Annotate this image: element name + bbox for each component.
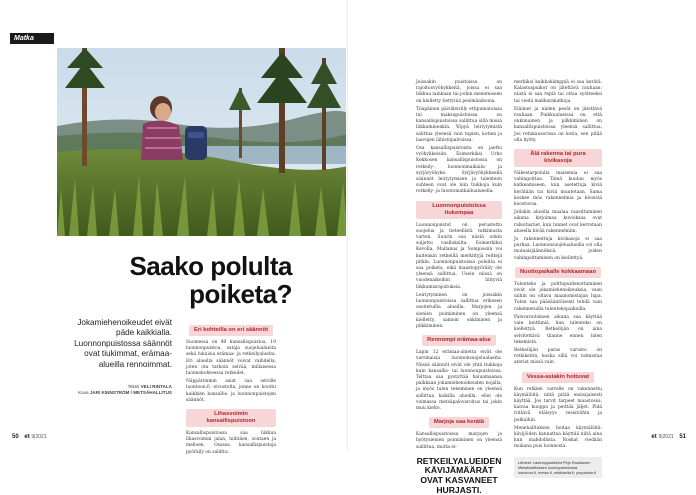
paragraph: merkiksi kaikkakämppiä ei saa kerätä. Kalastuspuikot on jätettävä rauhaan: niistä ei saa repiä tai ottaa syötteeksi tai viedä makkarakatkoja. — [514, 80, 602, 104]
subhead-rules: Eri kohteilla on eri säännöt — [189, 325, 273, 336]
paragraph: Lapin 12 erämaa-aluetta eivät ole varsinaisia luonnonsuojelualueita. Niissä säännöt eivät ole yhtä tiukkoja kuin kansallis- tai luonnonpuistoissa. Telttaa saa pystyttää haluamaansa paikkaan jokamiehenoikeuden nojalla, ja myös tulen tekeminen on yleensä sallittua kaikilla alueilla, ellei ole voimassa metsäpalovaroitus tai jokin muu kielto. — [416, 350, 502, 411]
subhead-berries: Marjoja saa kerätä — [429, 417, 489, 428]
left-folio — [12, 434, 47, 440]
hero-photo — [57, 48, 348, 236]
subhead-wilderness: Rennompi erämaa-alue — [422, 335, 496, 346]
photo-author: JARI KINNSTRÖM / METSÄHALLITUS — [89, 390, 172, 395]
subhead-toilets: Vessa-asiakin hoituvat — [522, 372, 594, 383]
subhead-campfire: Nuotiopaikalle kokkaamaan — [515, 267, 601, 278]
paragraph: Luonnonpuistot on perustettu suojelua ja tieteellistä tutkimusta varten. Suurin osa niistä onkin suljettu vaelluksilta. Esimerkiksi Kevolla, Mallanus ja Sompiosiin voi kuitenkin retkeillä merkittyjä reittejä pitkin. Luonnonpuistoissa poluilta ei saa poiketa, eikä maastopyöräily ole yleensä sallittua. Usein niissä on vuodenaikoihin liittyviä liikkumisrajoituksia. — [416, 222, 502, 290]
paragraph: Kun retkien varrelle on rakennettu käymälöitä, niitä pitää ensisijaisesti käyttää. Jos tarvit tarpeet maastossa, kaivaa kuoppa ja peittää jäljet. Pidä riittävä etäisyys vesistöihin ja polkuihin. — [514, 386, 602, 423]
photo-credit-label: Kuva — [78, 390, 89, 395]
subhead-nature-reserves: Luonnonpuistoissa tiukempaa — [416, 201, 502, 219]
section-tag: Matka — [10, 33, 54, 44]
paragraph: Näppärimmin asiat saa selville luontoon.fi -sivustolta, jonne on koottu kaikkien kansallis- ja luonnonpuistojen säännöt. — [186, 379, 276, 403]
paragraph: Joissakin puistoissa on rajoitusvyöhykkeitä, joissa ei saa liikkua lainkaan tai joihin menemiseen on kielletty tiettyinä pesimäaikoina. — [416, 80, 502, 104]
sources-box: Lähteet: vastrtoppaattelut Pirjo Rautiainen Metsähallituksen luontopalveluista, luontoon.fi, metsa.fi, retkikartta.fi, ymparisto.fi — [514, 457, 602, 478]
paragraph: Tulenteko ja polttopuidenottaminen eivät ole jokamiehenoikeuksia, vaan niihin on oltava maanomistajan lupa. Tulen saa pääsääntöisesti tehdä vain rakennetuilla tulentekopaikoilla. — [514, 281, 602, 312]
paragraph: Jollakin alueilla maalaa vaasittaminen aikana kirjoimaa kuvioksaa ovat rahoitustiet, kun tunnet ovat kerrotaan alueella kivää rakennelmiin. — [514, 210, 602, 234]
magazine-logo: et — [24, 434, 30, 440]
byline — [60, 384, 172, 396]
issue-number: 9|2021 — [31, 434, 47, 440]
paragraph: Osa kansallispuistoista on jaettu vyöhykkeisiin. Esimerkiksi Urho Kekkosen kansallispuistossa on retkeily-, luonnonmaikailu- ja syrjävyöhyke. Syrjävyöhykkeellä säännöt leiriytymisen ja tulenteon suhteen ovat ole niin tiukkoja kuin retkeily- ja luontomatkailualueella. — [416, 146, 502, 195]
text-author: VELI RINTALA — [140, 384, 172, 389]
paragraph: Jo rakennettuja kivikasoja ei saa purkaa. Luonnonsuojelualueilla voi olla muinaisjäännöksiä, joiden vahingoittaminen on kiellettyä. — [514, 237, 602, 261]
magazine-logo: et — [651, 434, 657, 440]
hiker-in-forest-photo — [57, 48, 348, 236]
paragraph: Näkestarpolulla maisemia ei saa vahingoittaa. Tämä kuuluu myös katkeamiseen, kun asetettuja kiviä kerätään tai kiviä muutetaan. Sama koskee mös rakennelmia ja kiveistä koostuvaa. — [514, 171, 602, 208]
page-number: 50 — [12, 434, 19, 440]
paragraph: Kansallispuistossa saa liikkua lihasvoimin jalan, hiihtäen, soutaen ja melloen. Osassa kansallispuistoja pyöräily on sallittu. — [186, 431, 276, 455]
paragraph: Tilapäinen päiväleiriily ettipumatoissa tai maksupuistoissa on kansallispuistoissa sallittua sillä missä liikkuminenkin. Yöpyä leiriytymistä salittua yleensä vain tupien, kotien ja laavujen lähistöpalvoissa. — [416, 106, 502, 143]
subhead-national-parks: Lihasvoimin kansallispuistoon — [186, 409, 276, 427]
article-lead: Jokamiehenoikeudet eivät päde kaikkialla. Luonnonpuistossa säännöt ovat tiukimmat, erämaa-alueilla rennoimmat. — [74, 318, 172, 369]
text-credit-label: Teksti — [127, 384, 140, 389]
paragraph: Retkeilijän paras varusto on retkikeitin, koska sillä voi valmistaa ateriat missä vain. — [514, 347, 602, 366]
column-1 — [186, 320, 276, 458]
paragraph: Menehalltuksen hoitaa käymälöitä: kävijöiden kannattaa käyttää niitä aina kun mahdollista. Roskat viedään mukana pois luonnosta. — [514, 425, 602, 450]
paragraph: Eläimet ja niiden pesät on jätettävä rauhaan. Pinkkualueissa on, että onkimainen ja pilkkiminen on kansallispuistoissa yleensä sallittua. Jos retukausorissa on kotia, sen pitää olla hyöty. — [514, 106, 602, 143]
issue-number: 9|2021 — [658, 434, 674, 440]
right-folio — [651, 434, 686, 440]
paragraph: Suomessa on 40 kansallispuistoa, 19 luonnonpuistoa, sataja suojelualueita sekä lukuisia erämaa- ja retkeilyalueita. Eri alueilla säännöt voivat vaihdella, joten ota tarkoin selvää, millaisessa luonnokohteessa retkeilet. — [186, 340, 276, 377]
paragraph: Kansallispuistoissa marjojen ja hyötysienien poimiminen on yleensä sallittua, mutta ei- — [416, 432, 502, 450]
paragraph: Palovaroituksen aikana saa käyttää vain keittimiä, kun tulenteko on kiellettyä. Retkeilijän on aina selvitettävä tilanne ennen tulen tekemistä. — [514, 314, 602, 345]
subhead-cairns: Älä rakenna tai pura kivikasoja — [514, 149, 602, 167]
article-headline: Saako polulta poiketa? — [129, 251, 292, 309]
pull-quote: RETKEILYALUEIDEN KÄVIJÄMÄÄRÄT OVAT KASVANEET HURJASTI. — [416, 455, 502, 495]
paragraph: Leiriytyminen on joissakin luonnonpuistoissa sallittua erikseen osoitetuilla alueilla. Marjojen ja sienien poimiminen on yleensä kielletty, samoin onkiminen ja pilkkiminen. — [416, 292, 502, 329]
column-2 — [416, 80, 502, 495]
left-page — [0, 0, 348, 455]
page-number: 51 — [679, 434, 686, 440]
column-3 — [514, 80, 602, 478]
right-page — [348, 0, 696, 495]
